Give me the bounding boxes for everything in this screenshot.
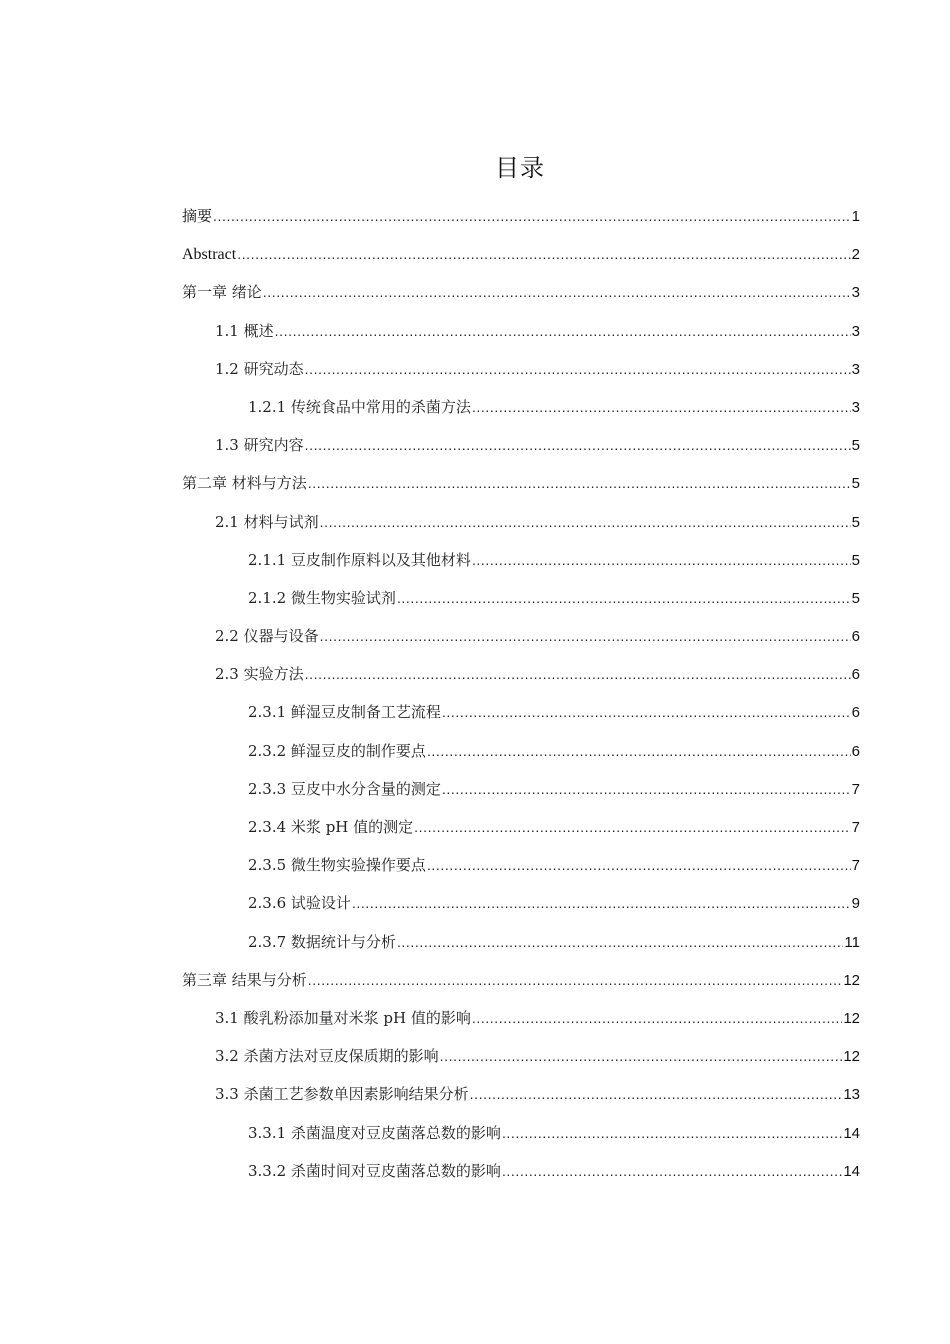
toc-entry-section-2-1-2[interactable] <box>182 579 860 617</box>
toc-entry-page-number: 2 <box>851 246 860 264</box>
toc-entry-label: 2.3.5 微生物实验操作要点 <box>248 856 426 875</box>
dot-leader <box>502 1114 842 1152</box>
toc-entry-section-2-3[interactable] <box>182 655 860 693</box>
dot-leader <box>320 503 851 541</box>
toc-entry-section-1-3[interactable] <box>182 426 860 464</box>
toc-entry-label: 2.3.7 数据统计与分析 <box>248 932 396 951</box>
toc-entry-page-number: 5 <box>851 589 860 607</box>
toc-entry-section-3-3-1[interactable] <box>182 1114 860 1152</box>
toc-entry-page-number: 12 <box>843 1048 860 1066</box>
toc-entry-section-3-2[interactable] <box>182 1037 860 1075</box>
toc-entry-page-number: 13 <box>843 1086 860 1104</box>
dot-leader <box>414 808 851 846</box>
dot-leader <box>397 579 851 617</box>
toc-entry-page-number: 1 <box>851 208 860 225</box>
toc-entry-section-2-1[interactable] <box>182 503 860 541</box>
toc-entry-label: 2.1.1 豆皮制作原料以及其他材料 <box>248 550 471 569</box>
dot-leader <box>472 541 851 579</box>
toc-entry-label: Abstract <box>182 246 237 264</box>
dot-leader <box>472 999 842 1037</box>
toc-entry-label: 第二章 材料与方法 <box>182 474 307 493</box>
toc-entry-chapter-3[interactable] <box>182 961 860 999</box>
dot-leader <box>305 655 851 693</box>
toc-entry-page-number: 6 <box>851 666 860 684</box>
dot-leader <box>427 732 851 770</box>
dot-leader <box>352 884 851 922</box>
dot-leader <box>320 617 851 655</box>
toc-entry-page-number: 12 <box>843 971 860 989</box>
dot-leader <box>308 961 843 999</box>
dot-leader <box>308 464 851 502</box>
toc-entry-page-number: 12 <box>843 1009 860 1027</box>
dot-leader <box>263 273 851 311</box>
toc-entry-page-number: 6 <box>851 704 860 722</box>
toc-entry-section-1-2-1[interactable] <box>182 388 860 426</box>
toc-entry-section-2-3-6[interactable] <box>182 884 860 922</box>
toc-entry-label: 3.2 杀菌方法对豆皮保质期的影响 <box>215 1047 439 1066</box>
dot-leader <box>237 235 850 273</box>
dot-leader <box>442 770 851 808</box>
toc-entry-label: 3.1 酸乳粉添加量对米浆 pH 值的影响 <box>215 1008 471 1027</box>
toc-entry-page-number: 6 <box>851 628 860 646</box>
toc-entry-page-number: 5 <box>851 437 860 455</box>
toc-entry-section-2-3-4[interactable] <box>182 808 860 846</box>
toc-entry-section-2-3-5[interactable] <box>182 846 860 884</box>
toc-entry-label: 2.3.6 试验设计 <box>248 894 351 913</box>
toc-entry-page-number: 5 <box>851 551 860 569</box>
toc-entry-page-number: 5 <box>851 475 860 493</box>
dot-leader <box>275 312 851 350</box>
toc-entry-page-number: 3 <box>851 398 860 416</box>
page-title: 目录 <box>495 154 545 182</box>
toc-entry-label: 2.3.1 鲜湿豆皮制备工艺流程 <box>248 703 441 722</box>
dot-leader <box>442 693 851 731</box>
toc-entry-label: 2.1.2 微生物实验试剂 <box>248 588 396 607</box>
dot-leader <box>213 197 851 235</box>
toc-entry-label: 2.3.3 豆皮中水分含量的测定 <box>248 779 441 798</box>
toc-entry-chapter-1[interactable] <box>182 273 860 311</box>
toc-entry-abstract-en[interactable] <box>182 235 860 273</box>
toc-entry-label: 第三章 结果与分析 <box>182 970 307 989</box>
toc-entry-label: 2.3.2 鲜湿豆皮的制作要点 <box>248 741 426 760</box>
dot-leader <box>397 923 843 961</box>
toc-entry-abstract-cn[interactable] <box>182 197 860 235</box>
toc-entry-section-2-2[interactable] <box>182 617 860 655</box>
dot-leader <box>470 1075 843 1113</box>
toc-entry-label: 第一章 绪论 <box>182 283 262 302</box>
dot-leader <box>305 426 851 464</box>
toc-entry-section-2-1-1[interactable] <box>182 541 860 579</box>
dot-leader <box>502 1152 842 1190</box>
toc-entry-page-number: 7 <box>851 780 860 798</box>
toc-entry-page-number: 14 <box>843 1162 860 1180</box>
toc-entry-page-number: 3 <box>851 360 860 378</box>
toc-entry-page-number: 6 <box>851 742 860 760</box>
toc-entry-section-3-3-2[interactable] <box>182 1152 860 1190</box>
toc-entry-label: 2.2 仪器与设备 <box>215 627 319 646</box>
toc-entry-page-number: 9 <box>851 895 860 913</box>
toc-entry-page-number: 5 <box>851 513 860 531</box>
toc-entry-label: 1.2 研究动态 <box>215 359 304 378</box>
dot-leader <box>472 388 851 426</box>
toc-entry-section-1-2[interactable] <box>182 350 860 388</box>
toc-entry-label: 摘要 <box>182 207 213 225</box>
toc-entry-label: 2.3 实验方法 <box>215 665 304 684</box>
toc-entry-label: 2.3.4 米浆 pH 值的测定 <box>248 818 414 836</box>
toc-entry-chapter-2[interactable] <box>182 464 860 502</box>
toc-entry-label: 3.3.1 杀菌温度对豆皮菌落总数的影响 <box>248 1123 501 1142</box>
toc-entry-label: 1.2.1 传统食品中常用的杀菌方法 <box>248 397 471 416</box>
toc-entry-page-number: 3 <box>851 284 860 302</box>
toc-entry-page-number: 3 <box>851 322 860 340</box>
toc-entry-section-3-3[interactable] <box>182 1075 860 1113</box>
table-of-contents <box>182 197 860 1190</box>
dot-leader <box>440 1037 843 1075</box>
toc-entry-section-2-3-7[interactable] <box>182 923 860 961</box>
toc-entry-section-2-3-3[interactable] <box>182 770 860 808</box>
toc-entry-page-number: 14 <box>843 1124 860 1142</box>
dot-leader <box>305 350 851 388</box>
toc-entry-page-number: 7 <box>851 819 860 836</box>
dot-leader <box>427 846 851 884</box>
toc-entry-section-1-1[interactable] <box>182 312 860 350</box>
toc-entry-label: 1.1 概述 <box>215 321 274 340</box>
toc-entry-label: 1.3 研究内容 <box>215 436 304 455</box>
toc-entry-section-2-3-2[interactable] <box>182 732 860 770</box>
toc-entry-page-number: 7 <box>851 857 860 875</box>
toc-entry-page-number: 11 <box>844 933 860 951</box>
toc-entry-label: 2.1 材料与试剂 <box>215 512 319 531</box>
toc-entry-section-3-1[interactable] <box>182 999 860 1037</box>
toc-entry-label: 3.3.2 杀菌时间对豆皮菌落总数的影响 <box>248 1161 501 1180</box>
toc-entry-label: 3.3 杀菌工艺参数单因素影响结果分析 <box>215 1085 469 1104</box>
toc-entry-section-2-3-1[interactable] <box>182 693 860 731</box>
